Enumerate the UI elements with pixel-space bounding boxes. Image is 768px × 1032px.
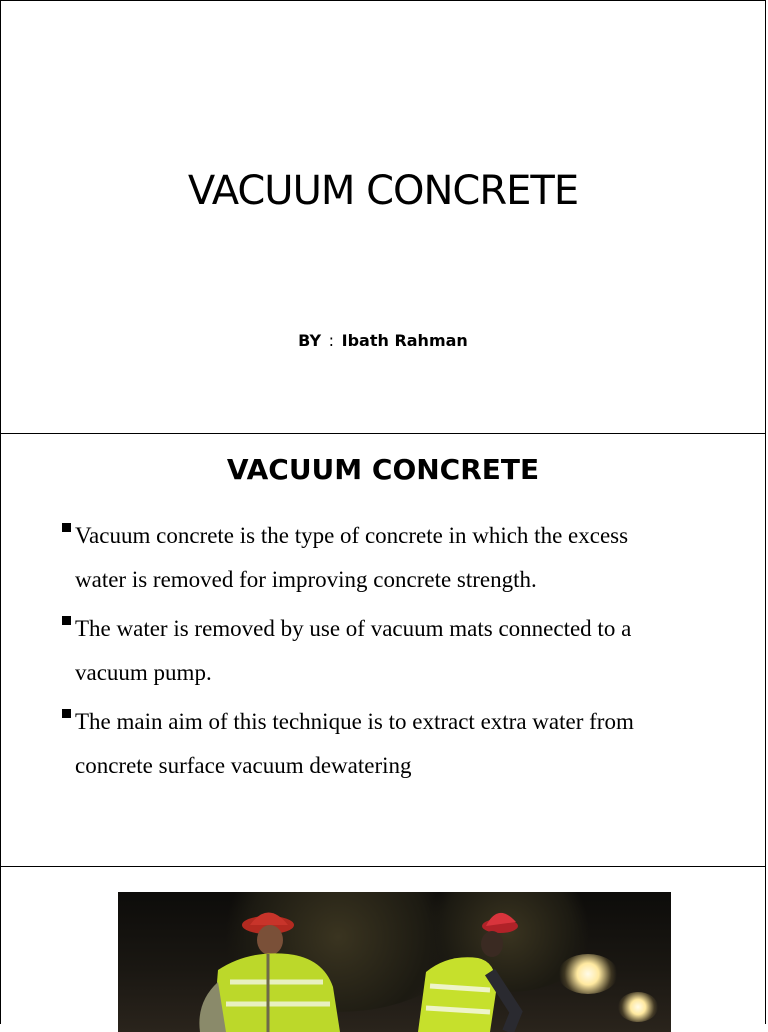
safety-vest [418,957,496,1032]
square-bullet-icon [62,616,71,625]
construction-workers-photo [118,892,671,1032]
slide-photo [0,866,766,1024]
bullet-line: concrete surface vacuum dewatering [75,744,739,788]
worker-right [418,913,518,1032]
by-separator: : [329,331,334,350]
slide-title-heading: VACUUM CONCRETE [1,167,765,215]
workers-illustration [118,892,671,1032]
safety-vest [213,953,340,1032]
bullet-line: The main aim of this technique is to extract extra water from [75,709,634,734]
worker-head [481,931,503,957]
worker-face [257,925,283,955]
slide-definition-heading: VACUUM CONCRETE [1,452,765,488]
bullet-line: water is removed for improving concrete strength. [75,558,739,602]
bullet-item [59,700,739,788]
bullet-line: Vacuum concrete is the type of concrete in which the excess [75,523,628,548]
slide-definition [0,433,766,867]
bullet-list [59,514,739,793]
square-bullet-icon [62,709,71,718]
slide-title [0,0,766,434]
bullet-line: The water is removed by use of vacuum mats connected to a [75,616,631,641]
worker-left [199,913,340,1032]
by-label: BY [298,331,321,350]
author-name: Ibath Rahman [342,331,468,350]
bullet-line: vacuum pump. [75,651,739,695]
bullet-item [59,607,739,695]
author-byline [1,331,765,351]
square-bullet-icon [62,523,71,532]
bullet-item [59,514,739,602]
